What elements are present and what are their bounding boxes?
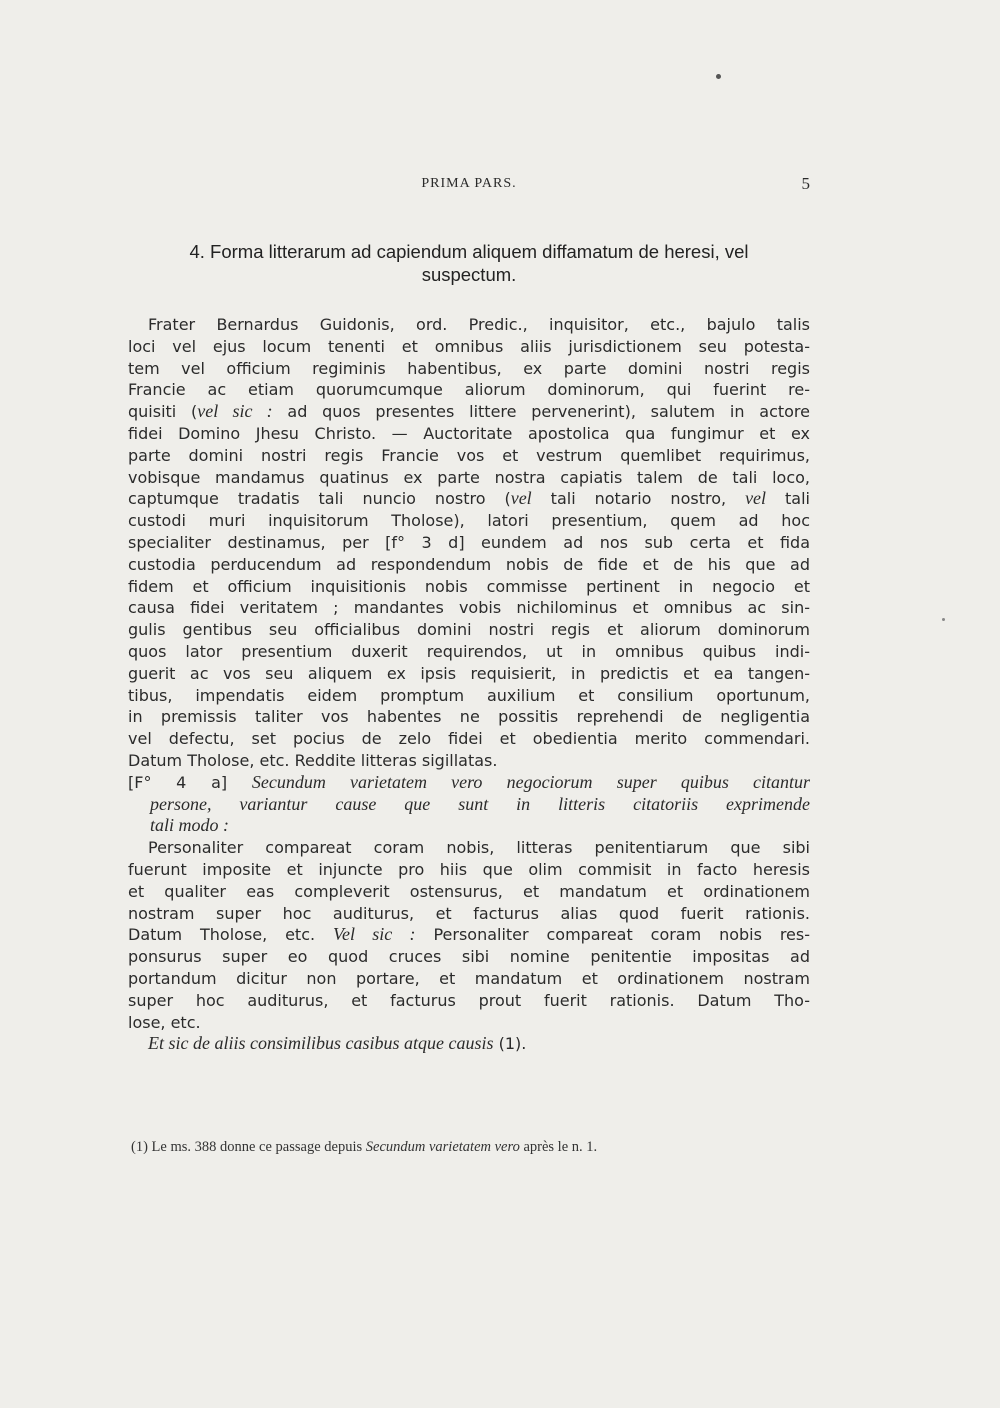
body-text-run: tali notario nostro, <box>531 489 746 509</box>
body-line: custodi muri inquisitorum Tholose), latori presentium, quem ad hoc <box>128 511 810 531</box>
body-line <box>128 924 810 946</box>
body-line: Personaliter compareat coram nobis, litteras penitentiarum que sibi <box>148 838 810 858</box>
body-line: fuerunt imposite et injuncte pro hiis que olim commisit in facto heresis <box>128 859 810 879</box>
footnote <box>131 1139 811 1156</box>
paper-speck <box>942 618 945 621</box>
body-line <box>128 1033 810 1055</box>
running-head <box>128 176 810 198</box>
section-heading <box>128 240 810 286</box>
body-text-run: captumque tradatis tali nuncio nostro ( <box>128 489 511 509</box>
body-line: ponsurus super eo quod cruces sibi nomine penitentie impositas ad <box>128 947 810 967</box>
body-line: nostram super hoc auditurus, et facturus alias quod fuerit rationis. <box>128 903 810 923</box>
italic-line: tali modo : <box>150 815 229 836</box>
body-line: specialiter destinamus, per [f° 3 d] eundem ad nos sub certa et fida <box>128 532 810 552</box>
body-line: Francie ac etiam quorumcumque aliorum dominorum, qui fuerint re- <box>128 380 810 400</box>
body-line: tibus, impendatis eidem promptum auxilium et consilium oportunum, <box>128 685 810 705</box>
body-line: gulis gentibus seu officialibus domini nostri regis et aliorum dominorum <box>128 620 810 640</box>
footnote-text: après le n. 1. <box>519 1139 598 1155</box>
body-line: parte domini nostri regis Francie vos et vestrum quemlibet requirimus, <box>128 445 810 465</box>
folio-marker: [F° 4 a] <box>128 772 252 792</box>
paper-speck <box>716 74 721 79</box>
italic-run: vel sic : <box>197 401 273 422</box>
italic-run: vel <box>745 488 767 509</box>
body-line: loci vel ejus locum tenenti et omnibus aliis jurisdictionem seu potesta- <box>128 336 810 356</box>
body-line: vel defectu, set pocius de zelo fidei et obedientia merito commendari. <box>128 729 810 749</box>
section-heading-line-2: suspectum. <box>421 264 517 285</box>
body-line: fidem et officium inquisitionis nobis commisse pertinent in negocio et <box>128 576 810 596</box>
footnote-ref: (1). <box>493 1034 527 1054</box>
italic-run: Et sic de aliis consimilibus casibus atque causis <box>148 1033 494 1054</box>
body-text-run: Datum Tholose, etc. <box>128 925 333 945</box>
body-line: fidei Domino Jhesu Christo. — Auctoritate apostolica qua fungimur et ex <box>128 423 810 443</box>
body-line: tem vel officium regiminis habentibus, ex parte domini nostri regis <box>128 358 810 378</box>
footnote-italic: Secundum varietatem vero <box>365 1139 520 1155</box>
italic-run: Vel sic : <box>332 924 416 945</box>
body-line: causa fidei veritatem ; mandantes vobis nichilominus et omnibus ac sin- <box>128 598 810 618</box>
body-line: et qualiter eas compleverit ostensurus, et mandatum et ordinationem <box>128 881 810 901</box>
italic-line: persone, variantur cause que sunt in litteris citatoriis exprimende <box>150 793 810 814</box>
body-text-run: quisiti ( <box>128 402 198 422</box>
body-line: Frater Bernardus Guidonis, ord. Predic., inquisitor, etc., bajulo talis <box>148 315 810 334</box>
body-line <box>128 772 810 794</box>
italic-run: Secundum varietatem vero negociorum super quibus citantur <box>251 771 810 792</box>
body-line: Datum Tholose, etc. Reddite litteras sigillatas. <box>128 750 498 770</box>
footnote-text: (1) Le ms. 388 donne ce passage depuis <box>131 1139 366 1155</box>
body-text-run: tali <box>766 489 810 509</box>
running-title: PRIMA PARS. <box>421 176 517 191</box>
section-heading-line-1: 4. Forma litterarum ad capiendum aliquem diffamatum de heresi, vel <box>189 241 749 262</box>
body-line: in premissis taliter vos habentes ne possitis reprehendi de negligentia <box>128 707 810 727</box>
body-line <box>128 488 810 510</box>
body-line: super hoc auditurus, et facturus prout fuerit rationis. Datum Tho- <box>128 990 810 1010</box>
body-line: lose, etc. <box>128 1012 201 1032</box>
body-line: vobisque mandamus quatinus ex parte nostra capiatis talem de tali loco, <box>128 467 810 487</box>
body-line <box>128 401 810 423</box>
body-text <box>128 314 810 1055</box>
body-line: portandum dicitur non portare, et mandatum et ordinationem nostram <box>128 968 810 988</box>
body-line: custodia perducendum ad respondendum nobis de fide et de his que ad <box>128 554 810 574</box>
body-text-run: ad quos presentes littere pervenerint), salutem in actore <box>272 402 810 422</box>
page-number: 5 <box>801 174 810 193</box>
italic-run: vel <box>510 488 532 509</box>
body-line: quos lator presentium duxerit requirendos, ut in omnibus quibus indi- <box>128 641 810 661</box>
body-text-run: Personaliter compareat coram nobis res- <box>415 925 811 945</box>
body-line: guerit ac vos seu aliquem ex ipsis requisierit, in predictis et ea tangen- <box>128 663 810 683</box>
